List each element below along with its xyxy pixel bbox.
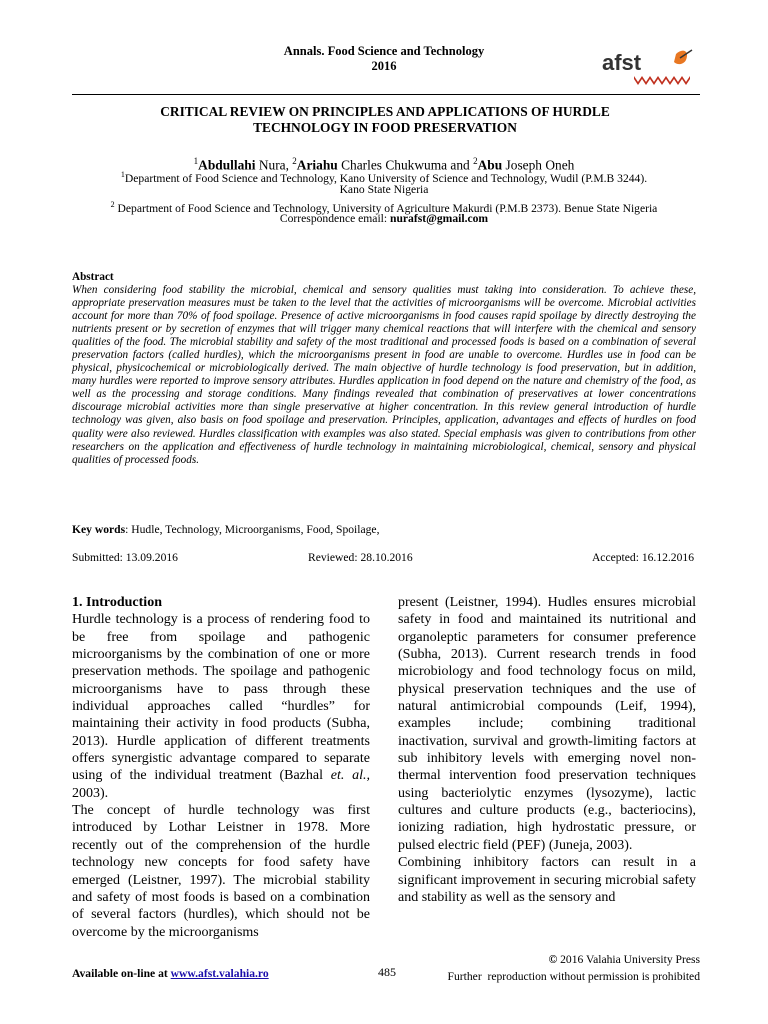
affiliation-2-line: Department of Food Science and Technology, University of Agriculture Makurdi (P.M.B 2373). Benue State Nigeria — [114, 201, 658, 215]
journal-name: Annals. Food Science and Technology — [283, 44, 485, 58]
correspondence — [60, 212, 708, 226]
affiliation-1-line-1: Department of Food Science and Technology, Kano University of Science and Technology, Wudil (P.M.B 3244). — [124, 171, 648, 185]
journal-website-link[interactable]: www.afst.valahia.ro — [170, 967, 269, 980]
footer-availability — [72, 967, 269, 980]
author-3-given: Joseph Oneh — [502, 157, 575, 173]
copyright-line — [400, 951, 700, 968]
author-2-surname: Ariahu — [296, 157, 338, 173]
rights-line: Further reproduction without permission is prohibited — [447, 970, 700, 983]
copyright-text: 2016 Valahia University Press — [557, 953, 700, 966]
footer-copyright — [400, 951, 700, 985]
section-heading: 1. Introduction — [72, 595, 162, 610]
body-column-right — [398, 594, 696, 906]
author-2-affil-mark: 2 — [292, 156, 297, 166]
correspondence-email: nurafst@gmail.com — [390, 212, 489, 225]
afst-logo-graphic — [594, 46, 706, 88]
intro-paragraph-2: The concept of hurdle technology was first introduced by Lothar Leistner in 1978. More recently out of the comprehension of the hurdle technology new concepts for food safety have emerged (Leistner, 1997). The microbial stability and safety of most foods is based on a combination of several factors (hurdles), which should not be overcome by the microorganisms — [72, 803, 370, 940]
author-2-given: Charles Chukwuma and — [337, 157, 474, 173]
reviewed-date: Reviewed: 28.10.2016 — [308, 551, 413, 564]
affiliation-1-mark: 1 — [120, 170, 125, 179]
logo-pattern-icon — [634, 76, 690, 85]
accepted-date: Accepted: 16.12.2016 — [591, 551, 694, 564]
keywords — [72, 523, 379, 537]
citation-et-al: et. al., — [330, 768, 370, 784]
journal-year: 2016 — [371, 59, 397, 73]
header-divider — [72, 94, 700, 95]
affiliation-2-mark: 2 — [110, 200, 115, 209]
afst-logo — [594, 46, 706, 88]
page-number: 485 — [378, 965, 396, 979]
abstract-text: When considering food stability the microbial, chemical and sensory qualities must taking into consideration. To achieve these, appropriate preservation measures must be taken to the level that the activities of microorganisms will be overcome. Microbial activities account for more than 70% of food spoilage. Presence of active microorganisms in food causes rapid spoilage by directly destroying the nutrients present or by secretion of enzymes that will trigger many chemical reactions that will interfere with the chemical and sensory qualities of the food. The microbial stability and safety of the most traditional and processed foods is based on a combination of several preservation factors (called hurdles), which the microorganisms present in food are unable to overcome. Hurdles use in food can be physical, physicochemical or microbiologically derived. The main objective of hurdle technology is food preservation, but in addition, many hurdles were reported to improve sensory attributes. Hurdles application in food depend on the nature and chemistry of the food, as well as the processing and storage conditions. Many findings revealed that combination of preservatives at lower concentrations discourage microbial activities more than single preservative at higher concentration. In this review general introduction of hurdle technology was given, also basis on food spoilage and preservation. Principles, application, advantages and effects of hurdles on food quality were also reviewed. Hurdles classification with examples was also stated. Special emphasis was given to contributions from other researchers on the application and effectiveness of hurdle technology in maintaining microbiological, chemical, sensory and physical qualities of processed foods. — [72, 284, 696, 466]
copyright-icon: © — [548, 953, 558, 966]
author-1-surname: Abdullahi — [198, 157, 256, 173]
author-1-affil-mark: 1 — [193, 156, 199, 166]
intro-paragraph-1-text: Hurdle technology is a process of rendering food to be free from spoilage and pathogenic microorganisms by the combination of one or more preservation methods. The spoilage and pathogenic microorganisms have to pass through these individual approaches called “hurdles” for maintaining their activity in food products (Subha, 2013). Hurdle application of different treatments offers synergistic advantage compared to separate using of the individual treatment (Bazhal — [72, 612, 370, 784]
title-line-1: CRITICAL REVIEW ON PRINCIPLES AND APPLICATIONS OF HURDLE — [160, 104, 610, 119]
intro-paragraph-1-end: 2003). — [72, 785, 109, 801]
logo-text: afst — [602, 50, 642, 75]
affiliation-1-location: Kano State Nigeria — [339, 183, 429, 196]
intro-paragraph-1 — [72, 611, 370, 802]
available-label: Available on-line at — [72, 967, 171, 980]
correspondence-label: Correspondence email: — [279, 212, 391, 225]
abstract-heading: Abstract — [72, 271, 114, 283]
title-line-2: TECHNOLOGY IN FOOD PRESERVATION — [253, 120, 517, 135]
intro-paragraph-3: present (Leistner, 1994). Hudles ensures microbial safety in food and maintained its nutritional and organoleptic parameters for consumer preference (Subha, 2013). Current research trends in food microbiology and food technology focus on mild, physical preservation techniques and the use of natural antimicrobial compounds (Leif, 1994), examples include; combining traditional inactivation, survival and growth-limiting factors at sub inhibitory levels with emerging novel non-thermal intervention food preservation techniques using bacteriolytic enzymes (lysozyme), lactic cultures and culture products (e.g., bacteriocins), ionizing radiation, high hydrostatic pressure, or pulsed electric field (PEF) (Juneja, 2003). — [398, 595, 696, 853]
keywords-label: Key words — [72, 523, 126, 536]
author-3-surname: Abu — [477, 157, 503, 173]
intro-paragraph-4: Combining inhibitory factors can result in a significant improvement in securing microbial safety and stability as well as the sensory and — [398, 855, 696, 905]
submitted-date: Submitted: 13.09.2016 — [72, 551, 178, 564]
author-3-affil-mark: 2 — [473, 156, 478, 166]
paper-title — [90, 104, 680, 136]
keywords-list: : Hudle, Technology, Microorganisms, Food, Spoilage, — [125, 523, 380, 536]
author-1-given: Nura, — [255, 157, 293, 173]
body-column-left — [72, 594, 370, 941]
